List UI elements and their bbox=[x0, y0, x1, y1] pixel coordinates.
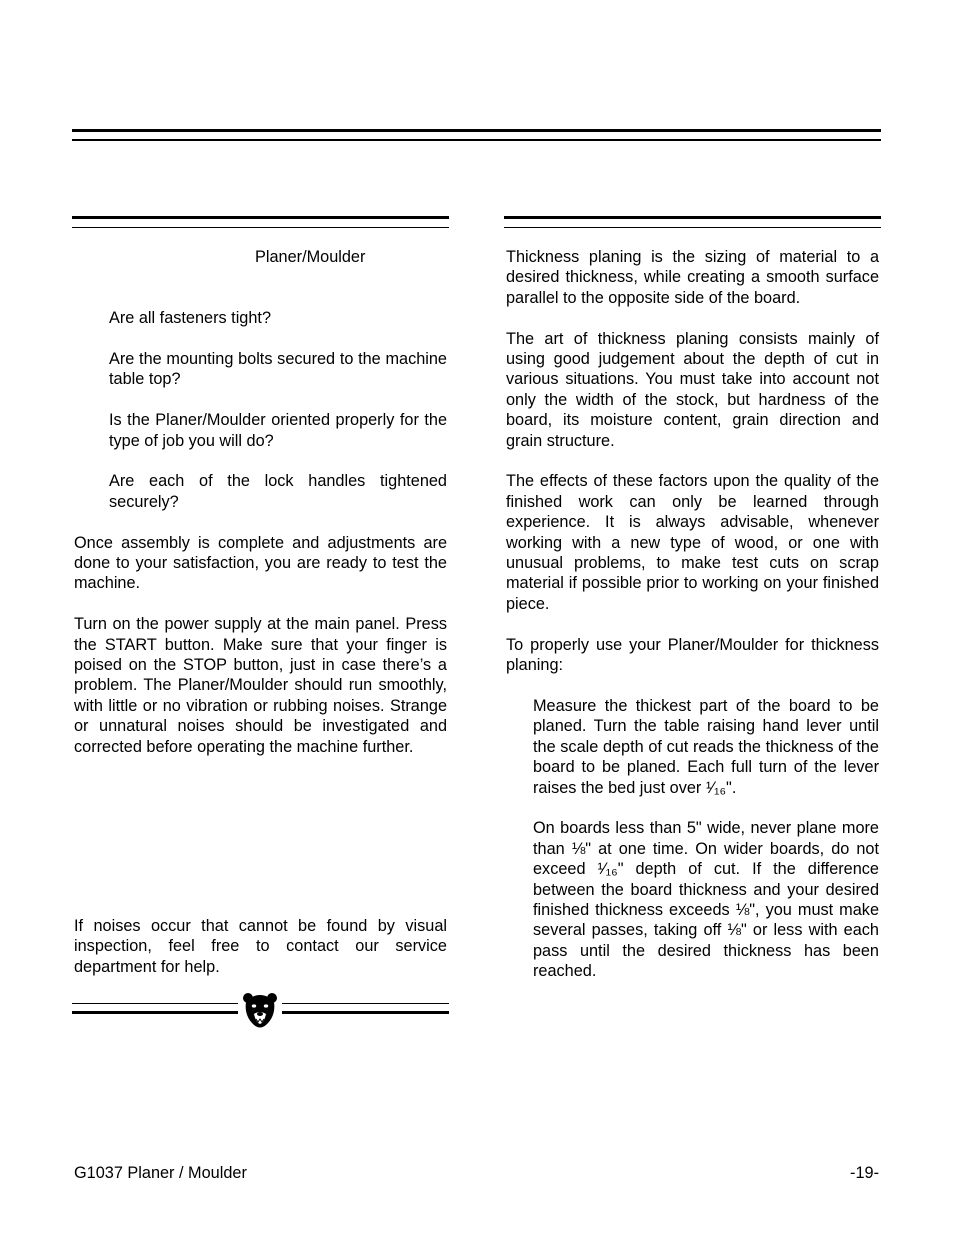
bear-head-icon bbox=[240, 990, 280, 1030]
end-rule-left-thin bbox=[72, 1003, 238, 1004]
noises-paragraph: If noises occur that cannot be found by visual inspection, feel free to contact our service department for help. bbox=[74, 917, 447, 976]
footer-model: G1037 Planer / Moulder bbox=[74, 1164, 247, 1182]
effects-paragraph: The effects of these factors upon the quality of the finished work can only be learned through experience. It is always advisable, whenever working with a new type of wood, or one with unusual problems, to make test cuts on scrap material if possible prior to working on your finished piece. bbox=[506, 472, 879, 613]
art-paragraph: The art of thickness planing consists mainly of using good judgement about the depth of cut in various situations. You must take into account not only the width of the stock, but hardness of the board, its moisture content, grain direction and grain structure. bbox=[506, 329, 879, 450]
right-column bbox=[506, 247, 879, 982]
step-1: Measure the thickest part of the board to be planed. Turn the table raising hand lever until the scale depth of cut reads the thickness of the board to be planed. Each full turn of the lever raises the bed just over ¹⁄₁₆". bbox=[533, 696, 879, 797]
right-section-rule-thin bbox=[504, 227, 881, 228]
noises-block bbox=[74, 916, 447, 977]
right-section-rule-thick bbox=[504, 216, 881, 219]
header-rule-thick bbox=[72, 129, 881, 132]
checklist-item: Is the Planer/Moulder oriented properly for the type of job you will do? bbox=[109, 411, 447, 450]
left-section-rule-thin bbox=[72, 227, 449, 228]
end-rule-right-thin bbox=[282, 1003, 449, 1004]
definition-paragraph: Thickness planing is the sizing of material to a desired thickness, while creating a smooth surface parallel to the opposite side of the board. bbox=[506, 248, 879, 307]
steps-intro-paragraph: To properly use your Planer/Moulder for thickness planing: bbox=[506, 635, 879, 675]
checklist-item: Are the mounting bolts secured to the machine table top? bbox=[109, 350, 447, 389]
power-paragraph: Turn on the power supply at the main panel. Press the START button. Make sure that your finger is poised on the STOP button, just in case there’s a problem. The Planer/Moulder should run smoothly, with little or no vibration or rubbing noises. Strange or unnatural noises should be investigated and corrected before operating the machine further. bbox=[74, 615, 447, 756]
header-rule-thin bbox=[72, 139, 881, 141]
step-2: On boards less than 5" wide, never plane more than ⅛" at one time. On wider boards, do not exceed ¹⁄₁₆" depth of cut. If the difference between the board thickness and your desired finished thickness exceeds ⅛", you must make several passes, taking off ⅛" or less with each pass until the desired thickness has been reached. bbox=[533, 819, 879, 981]
end-rule-right-thick bbox=[282, 1011, 449, 1014]
left-section-rule-thick bbox=[72, 216, 449, 219]
intro-label: Planer/Moulder bbox=[255, 248, 366, 266]
left-column bbox=[74, 247, 447, 757]
assembly-paragraph: Once assembly is complete and adjustments are done to your satisfaction, you are ready to test the machine. bbox=[74, 533, 447, 593]
end-rule-left-thick bbox=[72, 1011, 238, 1014]
footer-page-number: -19- bbox=[850, 1164, 879, 1182]
checklist-item: Are each of the lock handles tightened securely? bbox=[109, 472, 447, 511]
checklist-item: Are all fasteners tight? bbox=[109, 309, 271, 328]
